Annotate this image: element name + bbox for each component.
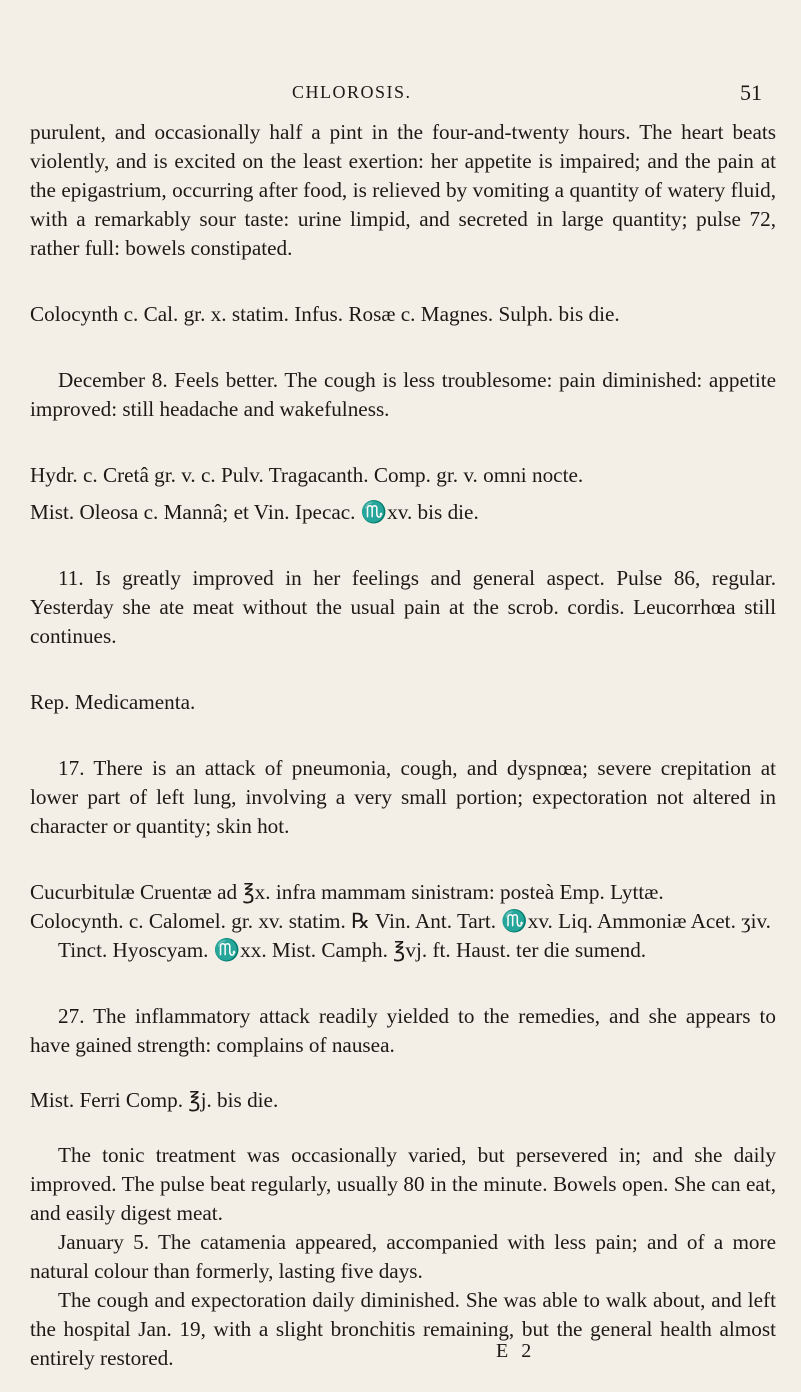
entry-17: 17. There is an attack of pneumonia, cough, and dyspnœa; severe crepitation at lower part of left lung, involving a very small portion; expectoration not altered in character or quantity; skin hot. bbox=[30, 756, 776, 838]
body-text bbox=[30, 118, 776, 1373]
signature-mark: E 2 bbox=[496, 1340, 536, 1362]
paragraph-purulent: purulent, and occasionally half a pint in the four-and-twenty hours. The heart beats violently, and is excited on the least exertion: her appetite is impaired; and the pain at the epigastrium, occurring after food, is relieved by vomiting a quantity of watery fluid, with a remarkably sour taste: urine limpid, and secreted in large quantity; pulse 72, rather full: bowels constipated. bbox=[30, 120, 776, 260]
entry-january-5: January 5. The catamenia appeared, accompanied with less pain; and of a more natural colour than formerly, lasting five days. bbox=[30, 1230, 776, 1283]
running-title: CHLOROSIS. bbox=[292, 82, 412, 102]
page-number: 51 bbox=[740, 80, 762, 105]
prescription-colocynth: Colocynth c. Cal. gr. x. statim. Infus. Rosæ c. Magnes. Sulph. bis die. bbox=[30, 302, 620, 326]
paragraph-tonic-treatment: The tonic treatment was occasionally varied, but persevered in; and she daily improved. The pulse beat regularly, usually 80 in the minute. Bowels open. She can eat, and easily digest meat. bbox=[30, 1143, 776, 1225]
entry-27: 27. The inflammatory attack readily yielded to the remedies, and she appears to have gained strength: complains of nausea. bbox=[30, 1004, 776, 1057]
page-header bbox=[0, 82, 801, 110]
prescription-rep: Rep. Medicamenta. bbox=[30, 690, 196, 714]
prescription-hydr: Hydr. c. Cretâ gr. v. c. Pulv. Tragacanth. Comp. gr. v. omni nocte. bbox=[30, 463, 584, 487]
entry-11: 11. Is greatly improved in her feelings and general aspect. Pulse 86, regular. Yesterday she ate meat without the usual pain at the scrob. cordis. Leucorrhœa still continues. bbox=[30, 566, 776, 648]
paragraph-cough-expectoration: The cough and expectoration daily diminished. She was able to walk about, and left the hospital Jan. 19, with a slight bronchitis remaining, but the general health almost entirely restored. bbox=[30, 1288, 776, 1370]
prescription-colocynth-calomel: Colocynth. c. Calomel. gr. xv. statim. ℞ Vin. Ant. Tart. ♏xv. Liq. Ammoniæ Acet. ʒiv. Tinct. Hyoscyam. ♏xx. Mist. Camph. ℥vj. ft. Haust. ter die sumend. bbox=[30, 909, 771, 962]
prescription-mist-oleosa: Mist. Oleosa c. Mannâ; et Vin. Ipecac. ♏xv. bis die. bbox=[30, 500, 479, 524]
prescription-mist-ferri: Mist. Ferri Comp. ℥j. bis die. bbox=[30, 1088, 279, 1112]
prescription-cucurbitulae: Cucurbitulæ Cruentæ ad ℥x. infra mammam sinistram: posteà Emp. Lyttæ. bbox=[30, 880, 664, 904]
entry-december-8: December 8. Feels better. The cough is less troublesome: pain diminished: appetite improved: still headache and wakefulness. bbox=[30, 368, 776, 421]
